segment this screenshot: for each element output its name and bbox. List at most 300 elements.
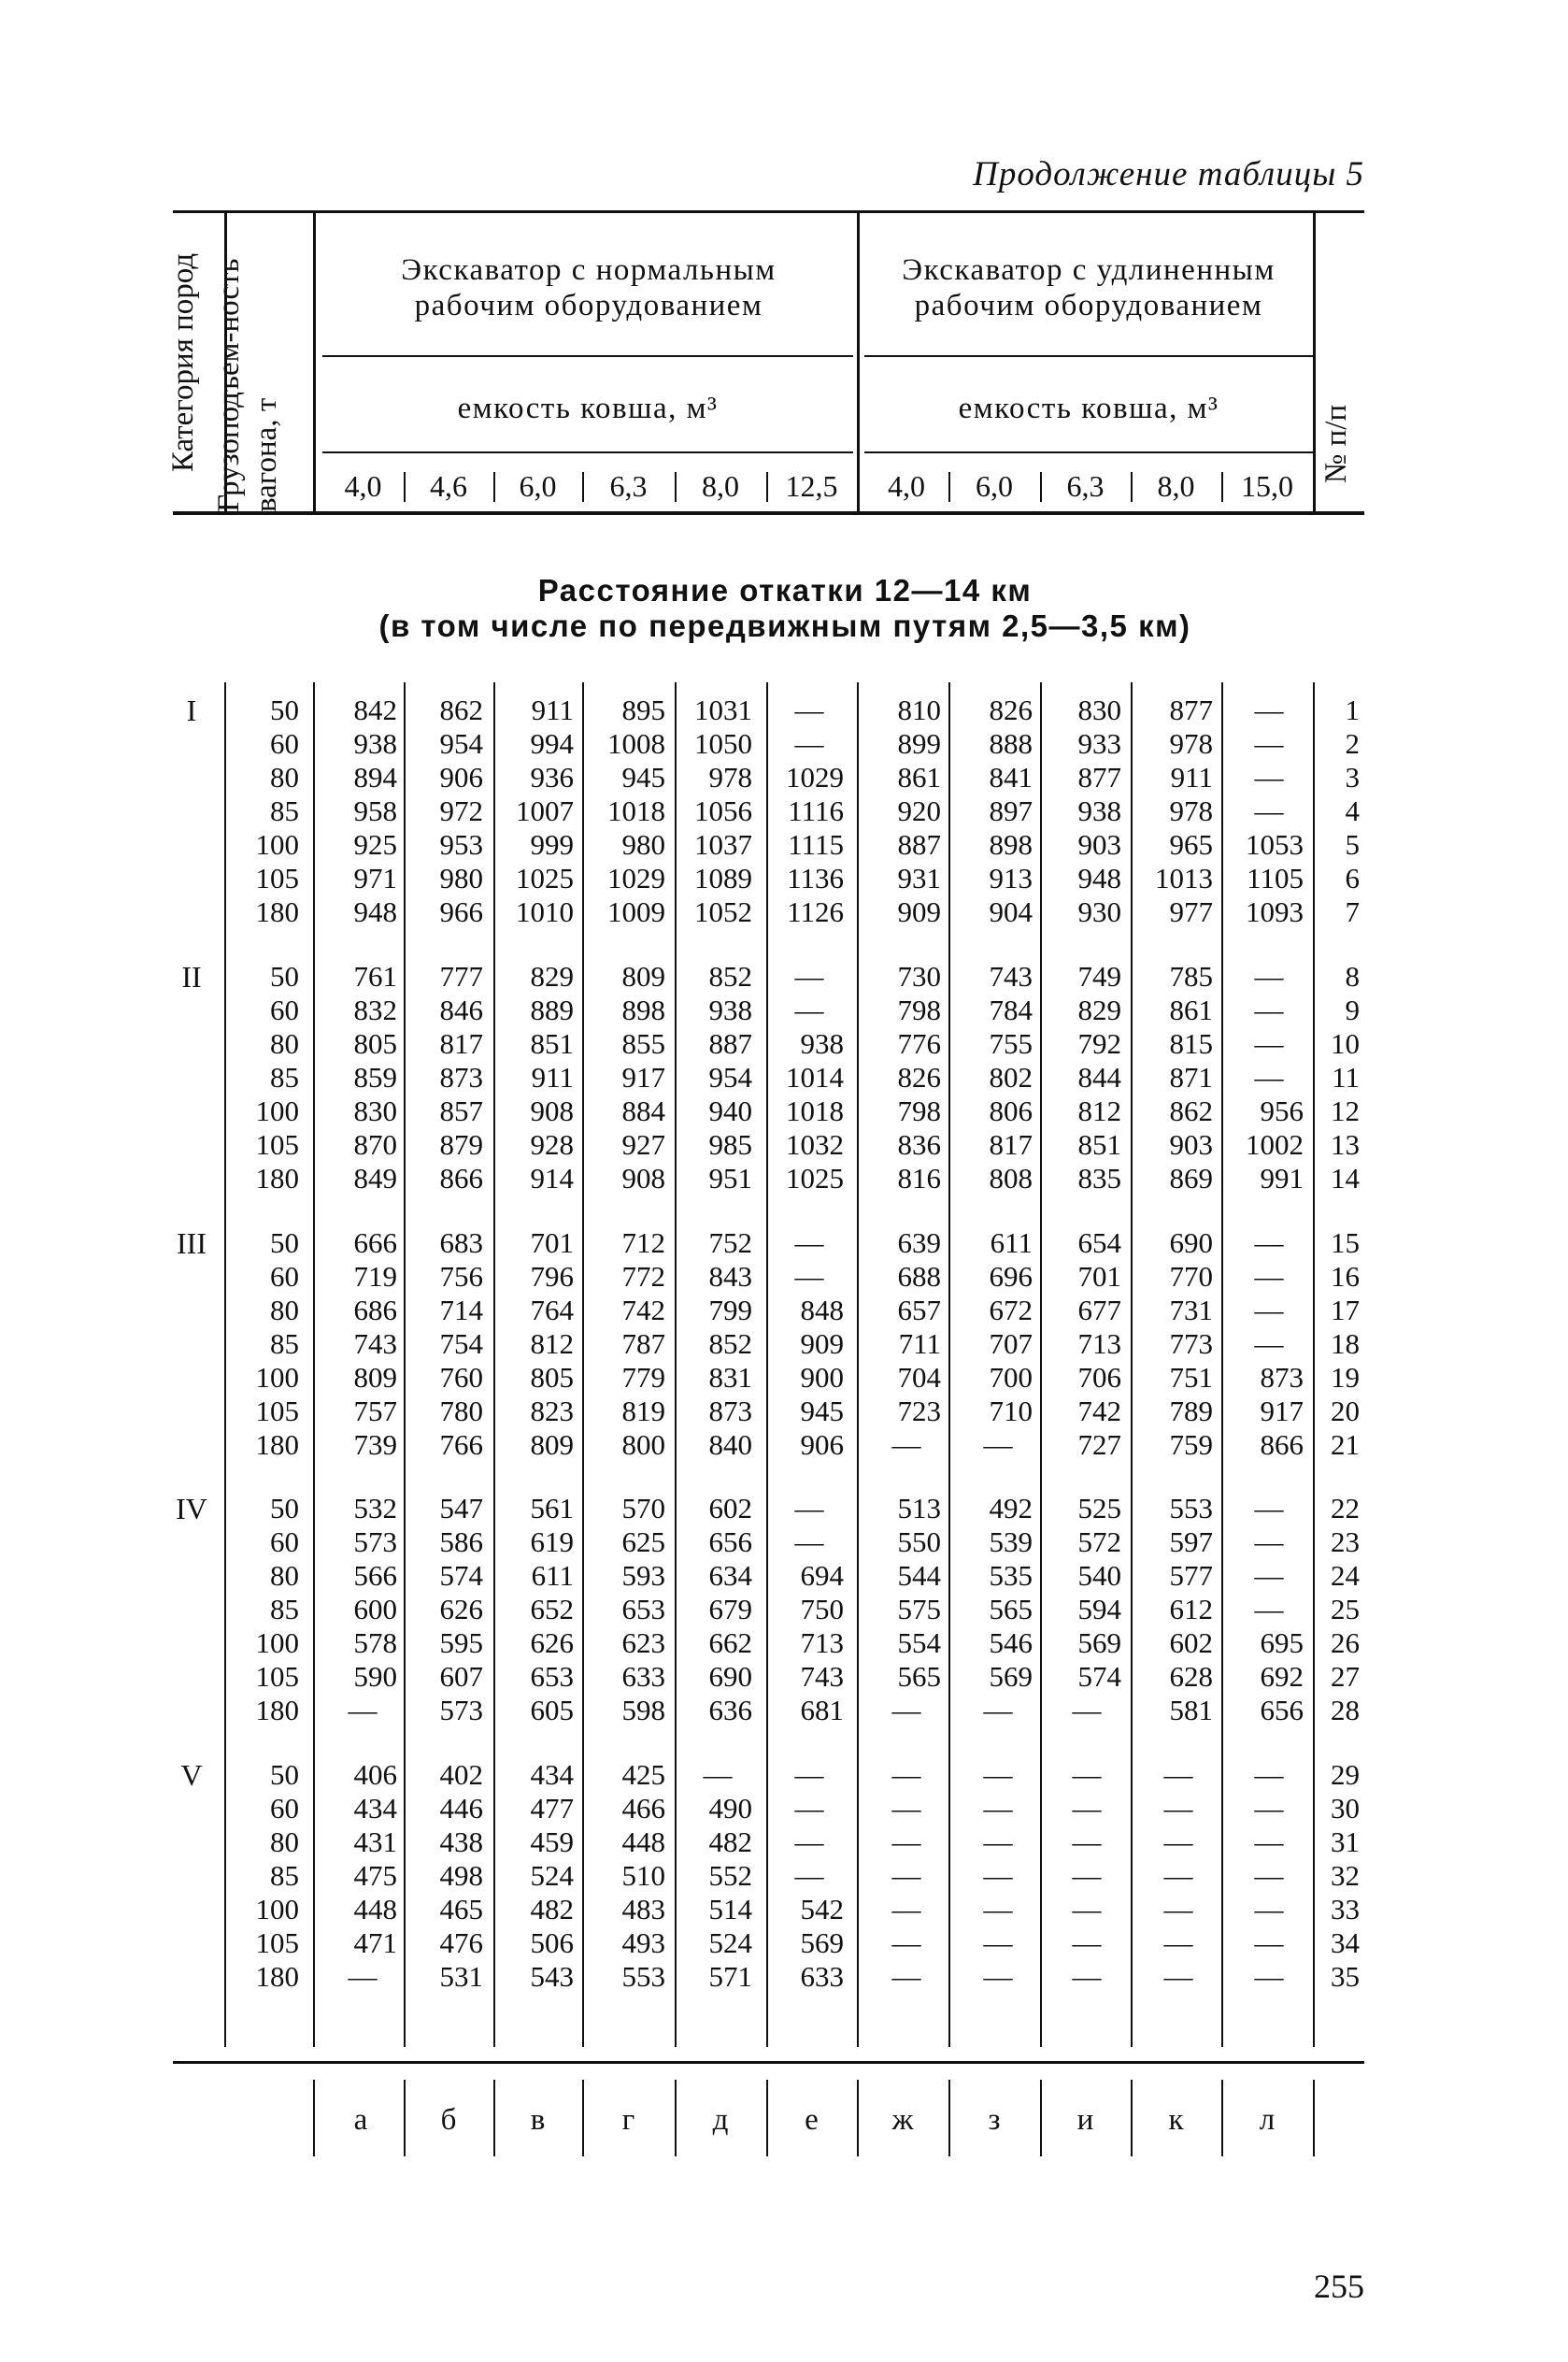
extended-bucket-size: 6,0	[976, 469, 1013, 503]
value-cell: 633	[621, 1660, 665, 1693]
footer-rule-tick	[582, 2080, 584, 2156]
value-cell: —	[1254, 1893, 1284, 1925]
value-cell: 1013	[1155, 862, 1213, 895]
value-cell: 900	[800, 1361, 844, 1394]
size-separator	[766, 472, 768, 502]
value-cell: —	[1254, 1492, 1284, 1525]
value-cell: 739	[353, 1428, 397, 1461]
value-cell: 656	[1260, 1694, 1304, 1726]
rock-category: V	[180, 1758, 203, 1792]
value-cell: 573	[353, 1525, 397, 1558]
value-cell: 569	[989, 1660, 1033, 1693]
value-cell: 873	[708, 1395, 752, 1427]
value-cell: —	[794, 1859, 824, 1892]
value-cell: 866	[1260, 1428, 1304, 1461]
value-cell: —	[794, 694, 824, 726]
value-cell: 978	[708, 761, 752, 794]
value-cell: 506	[530, 1926, 574, 1959]
value-cell: 710	[989, 1395, 1033, 1427]
footer-letter: ж	[891, 2103, 914, 2137]
value-cell: 750	[800, 1593, 844, 1625]
value-cell: 713	[1077, 1327, 1121, 1360]
value-cell: 809	[530, 1428, 574, 1461]
size-separator	[404, 472, 406, 502]
value-cell: 866	[439, 1162, 483, 1195]
footer-rule-tick	[404, 2080, 406, 2156]
value-cell: 913	[989, 862, 1033, 895]
value-cell: 823	[530, 1395, 574, 1427]
section-title-line1: Расстояние откатки 12—14 км	[537, 573, 1033, 608]
value-cell: —	[794, 1226, 824, 1259]
capacity-cell: 60	[270, 1260, 299, 1293]
value-cell: —	[891, 1893, 921, 1925]
value-cell: 706	[1077, 1361, 1121, 1394]
value-cell: —	[1254, 1226, 1284, 1259]
value-cell: 690	[708, 1660, 752, 1693]
value-cell: 953	[439, 828, 483, 861]
value-cell: 510	[621, 1859, 665, 1892]
value-cell: 654	[1077, 1226, 1121, 1259]
value-cell: 666	[353, 1226, 397, 1259]
value-cell: 779	[621, 1361, 665, 1394]
size-separator	[675, 472, 677, 502]
value-cell: 799	[708, 1294, 752, 1326]
capacity-cell: 100	[255, 828, 299, 861]
value-cell: 972	[439, 794, 483, 827]
value-cell: 812	[1077, 1095, 1121, 1127]
value-cell: 966	[439, 895, 483, 928]
value-cell: 841	[989, 761, 1033, 794]
value-cell: 540	[1077, 1559, 1121, 1592]
value-cell: 719	[353, 1260, 397, 1293]
value-cell: 777	[439, 960, 483, 993]
value-cell: —	[1072, 1694, 1102, 1726]
capacity-cell: 85	[270, 1061, 299, 1094]
size-separator	[1040, 472, 1042, 502]
footer-letter: е	[805, 2103, 819, 2137]
row-index-cell: 10	[1331, 1027, 1360, 1060]
value-cell: 465	[439, 1893, 483, 1925]
value-cell: 636	[708, 1694, 752, 1726]
value-cell: 851	[530, 1027, 574, 1060]
value-cell: 477	[530, 1792, 574, 1825]
row-index-cell: 28	[1331, 1694, 1360, 1726]
header-divider-3	[857, 213, 860, 512]
value-cell: 846	[439, 994, 483, 1026]
value-cell: 459	[530, 1825, 574, 1858]
value-cell: 1089	[694, 862, 752, 895]
row-index-cell: 20	[1331, 1395, 1360, 1427]
value-cell: 498	[439, 1859, 483, 1892]
value-cell: 780	[439, 1395, 483, 1427]
value-cell: 948	[1077, 862, 1121, 895]
value-cell: 513	[897, 1492, 941, 1525]
capacity-cell: 60	[270, 727, 299, 760]
value-cell: 1029	[786, 761, 844, 794]
value-cell: 569	[800, 1926, 844, 1959]
value-cell: 871	[1169, 1061, 1213, 1094]
value-cell: 628	[1169, 1660, 1213, 1693]
value-cell: 692	[1260, 1660, 1304, 1693]
capacity-cell: 85	[270, 1593, 299, 1625]
value-cell: 898	[621, 994, 665, 1026]
value-cell: —	[794, 1492, 824, 1525]
value-cell: 862	[439, 694, 483, 726]
value-cell: —	[891, 1792, 921, 1825]
capacity-header	[210, 213, 291, 512]
value-cell: —	[1254, 1327, 1284, 1360]
value-cell: 829	[1077, 994, 1121, 1026]
footer-rule-tick	[766, 2080, 768, 2156]
value-cell: 817	[989, 1128, 1033, 1161]
value-cell: 476	[439, 1926, 483, 1959]
value-cell: 1136	[787, 862, 844, 895]
value-cell: 873	[439, 1061, 483, 1094]
value-cell: —	[1163, 1960, 1193, 1993]
value-cell: 956	[1260, 1095, 1304, 1127]
value-cell: 586	[439, 1525, 483, 1558]
value-cell: 1053	[1246, 828, 1304, 861]
capacity-cell: 80	[270, 1559, 299, 1592]
value-cell: 829	[530, 960, 574, 993]
footer-letter: и	[1076, 2103, 1094, 2137]
value-cell: 877	[1077, 761, 1121, 794]
value-cell: 686	[353, 1294, 397, 1326]
value-cell: 766	[439, 1428, 483, 1461]
value-cell: 700	[989, 1361, 1033, 1394]
value-cell: 623	[621, 1626, 665, 1659]
value-cell: 826	[897, 1061, 941, 1094]
value-cell: 475	[353, 1859, 397, 1892]
value-cell: 634	[708, 1559, 752, 1592]
value-cell: 482	[530, 1893, 574, 1925]
footer-rule-tick	[1040, 2080, 1042, 2156]
normal-group-rule	[322, 355, 853, 357]
normal-bucket-rule	[322, 451, 853, 453]
value-cell: 898	[989, 828, 1033, 861]
footer-letter: в	[530, 2103, 546, 2137]
value-cell: 889	[530, 994, 574, 1026]
value-cell: —	[794, 727, 824, 760]
value-cell: 434	[530, 1758, 574, 1791]
rock-category: II	[181, 960, 202, 994]
value-cell: 852	[708, 1327, 752, 1360]
value-cell: 701	[1077, 1260, 1121, 1293]
extended-bucket-size: 8,0	[1157, 469, 1195, 503]
value-cell: —	[983, 1893, 1013, 1925]
value-cell: 754	[439, 1327, 483, 1360]
value-cell: 897	[989, 794, 1033, 827]
value-cell: 917	[1260, 1395, 1304, 1427]
value-cell: 931	[897, 862, 941, 895]
capacity-cell: 80	[270, 1825, 299, 1858]
value-cell: —	[1163, 1825, 1193, 1858]
value-cell: 903	[1169, 1128, 1213, 1161]
footer-letter: к	[1168, 2103, 1184, 2137]
value-cell: —	[1254, 1260, 1284, 1293]
capacity-cell: 180	[255, 1694, 299, 1726]
value-cell: 743	[989, 960, 1033, 993]
value-cell: 1093	[1246, 895, 1304, 928]
value-cell: 812	[530, 1327, 574, 1360]
extended-bucket-rule	[864, 451, 1313, 453]
value-cell: 831	[708, 1361, 752, 1394]
value-cell: 832	[353, 994, 397, 1026]
value-cell: 999	[530, 828, 574, 861]
value-cell: 531	[439, 1960, 483, 1993]
category-header: Категория пород	[166, 252, 200, 473]
footer-rule-tick	[857, 2080, 859, 2156]
value-cell: 566	[353, 1559, 397, 1592]
row-index-cell: 1	[1345, 694, 1360, 726]
value-cell: 446	[439, 1792, 483, 1825]
capacity-cell: 80	[270, 1294, 299, 1326]
value-cell: 602	[708, 1492, 752, 1525]
value-cell: —	[1254, 1525, 1284, 1558]
value-cell: —	[891, 1960, 921, 1993]
value-cell: 1008	[607, 727, 665, 760]
value-cell: 1018	[786, 1095, 844, 1127]
capacity-cell: 80	[270, 761, 299, 794]
value-cell: —	[983, 1825, 1013, 1858]
row-index-cell: 15	[1331, 1226, 1360, 1259]
value-cell: 945	[800, 1395, 844, 1427]
header-divider-2	[313, 213, 316, 512]
value-cell: 595	[439, 1626, 483, 1659]
capacity-cell: 85	[270, 794, 299, 827]
value-cell: 802	[989, 1061, 1033, 1094]
extended-group-header: Экскаватор с удлиненным рабочим оборудованием	[902, 253, 1276, 322]
value-cell: —	[348, 1960, 378, 1993]
value-cell: 569	[1077, 1626, 1121, 1659]
value-cell: 652	[530, 1593, 574, 1625]
value-cell: 552	[708, 1859, 752, 1892]
value-cell: —	[1254, 1559, 1284, 1592]
row-index-cell: 4	[1345, 794, 1360, 827]
value-cell: 861	[897, 761, 941, 794]
capacity-cell: 100	[255, 1893, 299, 1925]
value-cell: 848	[800, 1294, 844, 1326]
value-cell: —	[1254, 727, 1284, 760]
value-cell: 776	[897, 1027, 941, 1060]
section-title-line2: (в том числе по передвижным путям 2,5—3,5 км)	[378, 608, 1191, 643]
value-cell: 546	[989, 1626, 1033, 1659]
value-cell: 448	[621, 1825, 665, 1858]
footer-rule-tick	[313, 2080, 315, 2156]
value-cell: 553	[621, 1960, 665, 1993]
value-cell: 590	[353, 1660, 397, 1693]
value-cell: 714	[439, 1294, 483, 1326]
value-cell: —	[1254, 694, 1284, 726]
value-cell: 755	[989, 1027, 1033, 1060]
capacity-cell: 50	[270, 1492, 299, 1525]
value-cell: —	[1163, 1792, 1193, 1825]
footer-letter: а	[353, 2103, 368, 2137]
value-cell: 906	[439, 761, 483, 794]
value-cell: 925	[353, 828, 397, 861]
row-index-cell: 23	[1331, 1525, 1360, 1558]
normal-bucket-size: 4,0	[344, 469, 382, 503]
value-cell: 870	[353, 1128, 397, 1161]
value-cell: 448	[353, 1893, 397, 1925]
rock-category: I	[186, 694, 197, 727]
value-cell: 873	[1260, 1361, 1304, 1394]
row-index-cell: 6	[1345, 862, 1360, 895]
capacity-cell: 100	[255, 1095, 299, 1127]
value-cell: —	[1163, 1893, 1193, 1925]
value-cell: 493	[621, 1926, 665, 1959]
capacity-cell: 50	[270, 960, 299, 993]
normal-bucket-size: 8,0	[702, 469, 739, 503]
value-cell: 772	[621, 1260, 665, 1293]
value-cell: 550	[897, 1525, 941, 1558]
value-cell: 547	[439, 1492, 483, 1525]
value-cell: 611	[990, 1226, 1033, 1259]
value-cell: 574	[439, 1559, 483, 1592]
row-index-cell: 12	[1331, 1095, 1360, 1127]
value-cell: 978	[1169, 794, 1213, 827]
value-cell: —	[891, 1825, 921, 1858]
capacity-cell: 180	[255, 1162, 299, 1195]
row-index-cell: 25	[1331, 1593, 1360, 1625]
value-cell: 611	[531, 1559, 574, 1592]
value-cell: 830	[1077, 694, 1121, 726]
value-cell: 578	[353, 1626, 397, 1659]
value-cell: 787	[621, 1327, 665, 1360]
value-cell: 626	[439, 1593, 483, 1625]
value-cell: 1052	[694, 895, 752, 928]
value-cell: 656	[708, 1525, 752, 1558]
value-cell: —	[1254, 1825, 1284, 1858]
row-index-cell: 14	[1331, 1162, 1360, 1195]
value-cell: 707	[989, 1327, 1033, 1360]
value-cell: 574	[1077, 1660, 1121, 1693]
value-cell: 911	[531, 1061, 574, 1094]
value-cell: 809	[621, 960, 665, 993]
capacity-cell: 105	[255, 1926, 299, 1959]
value-cell: 908	[621, 1162, 665, 1195]
footer-rule-tick	[1313, 2080, 1315, 2156]
value-cell: —	[348, 1694, 378, 1726]
value-cell: —	[1254, 761, 1284, 794]
size-separator	[1221, 472, 1223, 502]
value-cell: 879	[439, 1128, 483, 1161]
value-cell: 977	[1169, 895, 1213, 928]
capacity-cell: 180	[255, 895, 299, 928]
value-cell: 842	[353, 694, 397, 726]
value-cell: 731	[1169, 1294, 1213, 1326]
normal-bucket-size: 4,6	[430, 469, 467, 503]
row-index-cell: 29	[1331, 1758, 1360, 1791]
value-cell: 958	[353, 794, 397, 827]
value-cell: 785	[1169, 960, 1213, 993]
value-cell: —	[1072, 1859, 1102, 1892]
row-index-cell: 19	[1331, 1361, 1360, 1394]
value-cell: 761	[353, 960, 397, 993]
value-cell: —	[891, 1926, 921, 1959]
value-cell: 826	[989, 694, 1033, 726]
row-index-cell: 2	[1345, 727, 1360, 760]
value-cell: 600	[353, 1593, 397, 1625]
value-cell: 938	[708, 994, 752, 1026]
value-cell: 909	[897, 895, 941, 928]
value-cell: 653	[530, 1660, 574, 1693]
row-index-cell: 22	[1331, 1492, 1360, 1525]
value-cell: 514	[708, 1893, 752, 1925]
value-cell: 434	[353, 1792, 397, 1825]
value-cell: 727	[1077, 1428, 1121, 1461]
value-cell: —	[891, 1428, 921, 1461]
capacity-cell: 50	[270, 694, 299, 726]
value-cell: 482	[708, 1825, 752, 1858]
value-cell: 542	[800, 1893, 844, 1925]
row-index-cell: 33	[1331, 1893, 1360, 1925]
value-cell: 808	[989, 1162, 1033, 1195]
value-cell: 612	[1169, 1593, 1213, 1625]
value-cell: 1105	[1247, 862, 1304, 895]
footer-letter: л	[1259, 2103, 1276, 2137]
row-index-cell: 9	[1345, 994, 1360, 1026]
value-cell: 1029	[607, 862, 665, 895]
extended-bucket-header: емкость ковша, м³	[958, 392, 1219, 425]
value-cell: 607	[439, 1660, 483, 1693]
value-cell: 743	[353, 1327, 397, 1360]
footer-rule-tick	[1221, 2080, 1223, 2156]
value-cell: 877	[1169, 694, 1213, 726]
size-separator	[948, 472, 950, 502]
extended-group-rule	[864, 355, 1313, 357]
value-cell: —	[1254, 1061, 1284, 1094]
value-cell: 696	[989, 1260, 1033, 1293]
value-cell: 1032	[786, 1128, 844, 1161]
value-cell: 938	[353, 727, 397, 760]
footer-letter: з	[988, 2103, 1001, 2137]
row-index-cell: 21	[1331, 1428, 1360, 1461]
value-cell: 796	[530, 1260, 574, 1293]
value-cell: 1009	[607, 895, 665, 928]
footer-letter: г	[621, 2103, 635, 2137]
value-cell: 810	[897, 694, 941, 726]
value-cell: 933	[1077, 727, 1121, 760]
capacity-cell: 60	[270, 1525, 299, 1558]
row-index-cell: 32	[1331, 1859, 1360, 1892]
value-cell: 1115	[788, 828, 844, 861]
value-cell: 980	[621, 828, 665, 861]
value-cell: 713	[800, 1626, 844, 1659]
value-cell: 971	[353, 862, 397, 895]
value-cell: 425	[621, 1758, 665, 1791]
value-cell: 914	[530, 1162, 574, 1195]
value-cell: 906	[800, 1428, 844, 1461]
extended-bucket-size: 15,0	[1241, 469, 1293, 503]
value-cell: 742	[621, 1294, 665, 1326]
normal-bucket-size: 6,0	[519, 469, 557, 503]
value-cell: —	[1254, 1758, 1284, 1791]
normal-bucket-size: 6,3	[609, 469, 648, 503]
value-cell: 817	[439, 1027, 483, 1060]
value-cell: 597	[1169, 1525, 1213, 1558]
value-cell: 535	[989, 1559, 1033, 1592]
capacity-cell: 60	[270, 994, 299, 1026]
value-cell: 756	[439, 1260, 483, 1293]
value-cell: 920	[897, 794, 941, 827]
value-cell: 677	[1077, 1294, 1121, 1326]
row-index-cell: 3	[1345, 761, 1360, 794]
value-cell: —	[1163, 1926, 1193, 1959]
value-cell: 466	[621, 1792, 665, 1825]
value-cell: 894	[353, 761, 397, 794]
value-cell: 938	[800, 1027, 844, 1060]
